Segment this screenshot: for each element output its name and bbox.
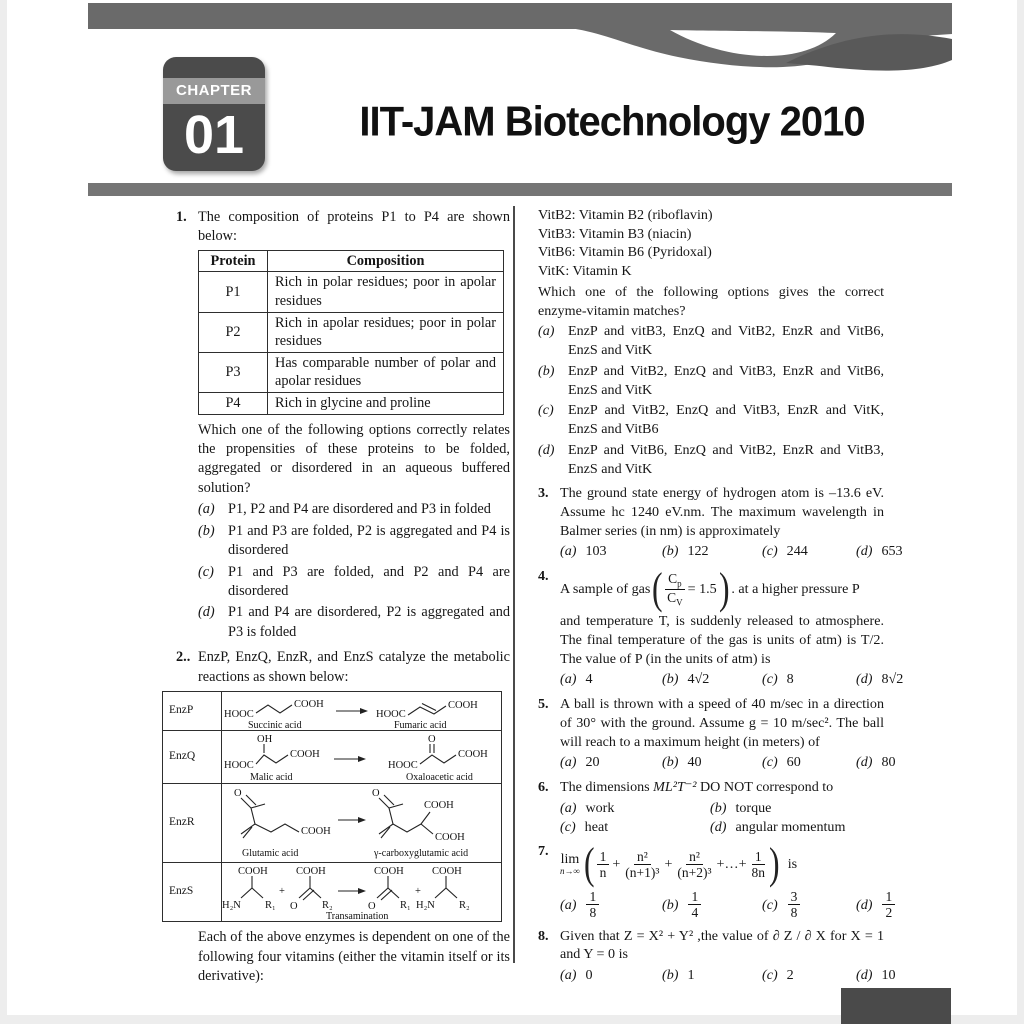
option-label: (b): [662, 543, 679, 560]
reaction-diagram-enzs: [222, 863, 504, 921]
question-text: A ball is thrown with a speed of 40 m/sec in a direction of 30° with the ground. Assume g = 10 m/sec². The ball will reach to a maximum height (in meters) of: [560, 696, 884, 750]
chem-label: HOOC: [224, 760, 254, 772]
question-outro: Each of the above enzymes is dependent on one of the following four vitamins (either the vitamin itself or its derivative):: [198, 929, 510, 985]
reaction-arrow-icon: [338, 817, 366, 823]
protein-table: [198, 250, 504, 415]
right-column: [538, 206, 904, 991]
option-row: [538, 441, 884, 478]
option-value: 103: [585, 543, 607, 560]
question-text: Which one of the following options correctly relates the propensities of these proteins to be folded, aggregated or disordered in an aqueous buffered solution?: [198, 421, 510, 496]
formula-eq: = 1.5: [687, 580, 717, 597]
close-paren: ): [769, 839, 780, 889]
reaction-arrow-icon: [334, 756, 366, 762]
chem-label: COOH: [294, 699, 324, 711]
left-column: [169, 208, 510, 993]
chem-label: OH: [257, 734, 273, 746]
table-cell: P1: [199, 272, 268, 312]
question-number: 6.: [538, 779, 549, 796]
chapter-label: CHAPTER: [163, 78, 265, 104]
compound-label: Fumaric acid: [394, 720, 447, 731]
chem-label: HOOC: [224, 709, 254, 721]
table-cell: Rich in glycine and proline: [268, 392, 504, 414]
formula-line: [560, 839, 884, 889]
chem-label: R₁: [265, 900, 276, 912]
vitamin-item: VitB3: Vitamin B3 (niacin): [538, 225, 692, 242]
chem-label: +: [415, 886, 421, 898]
option-text: P1, P2 and P4 are disordered and P3 in folded: [228, 501, 491, 518]
option-value: 244: [786, 543, 808, 560]
option-value: torque: [735, 799, 772, 816]
chem-label: H₂N: [222, 900, 241, 912]
q6-prefix: The dimensions: [560, 779, 654, 796]
enzyme-row: [163, 783, 501, 862]
chem-label: O: [428, 734, 436, 746]
vitamin-item: VitB2: Vitamin B2 (riboflavin): [538, 207, 713, 223]
table-row: [199, 352, 504, 392]
question-number: 4.: [538, 568, 549, 585]
option-value: 60: [786, 754, 801, 771]
option-label: (d): [198, 604, 215, 621]
option-value: heat: [584, 818, 609, 835]
option-row: [198, 500, 510, 519]
chem-label: R₁: [400, 900, 411, 912]
option-row: [560, 670, 904, 689]
vitamin-question: Which one of the following options gives the correct enzyme-vitamin matches?: [538, 283, 884, 319]
option-text: EnzP and vitB3, EnzQ and VitB2, EnzR and VitB6, EnzS and VitK: [568, 323, 884, 359]
fraction: 1 n: [597, 849, 610, 880]
question-text: Given that Z = X² + Y² ,the value of ∂ Z / ∂ X for X = 1 and Y = 0 is: [560, 927, 884, 963]
chem-label: HOOC: [388, 760, 418, 772]
question-7: [538, 839, 893, 921]
enzyme-reaction-table: [162, 691, 502, 922]
page-title: IIT-JAM Biotechnology 2010: [359, 99, 865, 145]
question-number: 2..: [176, 649, 191, 666]
option-text: P1 and P4 are disordered, P2 is aggregated and P3 is folded: [228, 604, 510, 640]
option-label: (a): [560, 543, 577, 560]
option-text: EnzP and VitB2, EnzQ and VitB3, EnzR and VitB6, EnzS and VitK: [568, 362, 884, 398]
compound-label: Malic acid: [250, 772, 293, 784]
plus-sign: +: [612, 855, 621, 872]
q6-formula: ML²T⁻²: [653, 779, 697, 796]
chem-label: H₂N: [416, 900, 435, 912]
vitamin-list: [538, 206, 884, 281]
table-cell: Rich in apolar residues; poor in polar residues: [268, 312, 504, 352]
option-value: 2: [786, 966, 794, 983]
close-paren: ): [718, 564, 730, 614]
option-value: 40: [687, 754, 702, 771]
question-1: [176, 208, 510, 642]
question-number: 7.: [538, 843, 549, 860]
formula-lead: A sample of gas: [560, 580, 651, 597]
option-label: (d): [856, 896, 873, 913]
option-label: (b): [198, 522, 215, 539]
question-number: 3.: [538, 485, 549, 502]
option-value: 8√2: [881, 671, 904, 688]
reaction-diagram-enzq: [222, 731, 504, 783]
option-value: 4√2: [687, 671, 710, 688]
option-value: 80: [881, 754, 896, 771]
page-margin-right: [1017, 0, 1024, 1024]
reaction-arrow-icon: [338, 888, 366, 894]
compound-label: γ-carboxyglutamic acid: [374, 848, 469, 860]
option-value: work: [585, 799, 615, 816]
enzyme-label: EnzR: [163, 784, 222, 862]
option-row: [560, 753, 896, 772]
option-value: angular momentum: [735, 818, 846, 835]
option-row: [560, 542, 903, 561]
option-label: (a): [538, 323, 555, 340]
option-label: (d): [856, 543, 873, 560]
option-label: (a): [560, 966, 577, 983]
question-2: [176, 648, 510, 687]
plus-sign: +: [664, 855, 673, 872]
chem-label: R₂: [322, 900, 333, 912]
question-number: 1.: [176, 209, 187, 225]
option-label: (c): [762, 754, 778, 771]
table-cell: P3: [199, 352, 268, 392]
question-intro: EnzP, EnzQ, EnzR, and EnzS catalyze the metabolic reactions as shown below:: [198, 649, 510, 685]
table-header-composition: Composition: [268, 250, 504, 272]
option-text: EnzP and VitB6, EnzQ and VitB2, EnzR and VitB3, EnzS and VitK: [568, 441, 884, 477]
header-rule: [88, 183, 952, 196]
option-label: (a): [560, 754, 577, 771]
open-paren: (: [583, 839, 595, 889]
column-divider: [513, 206, 515, 963]
chem-label: R₂: [459, 900, 470, 912]
enzyme-label: EnzP: [163, 692, 222, 730]
frac-den: C: [667, 589, 677, 605]
chem-label: +: [279, 886, 285, 898]
chem-label: O: [290, 901, 298, 913]
question-text: [560, 778, 884, 797]
option-row: [560, 966, 896, 985]
formula-tail: is: [787, 855, 798, 872]
option-label: (c): [762, 966, 778, 983]
table-row: [199, 272, 504, 312]
compound-label: Oxaloacetic acid: [406, 772, 473, 784]
fraction: $\frac{\text{n²}}{\text{(n+2)³}}$: [677, 848, 712, 880]
chem-label: COOH: [432, 866, 462, 878]
chem-label: O: [368, 901, 376, 913]
formula-line: [560, 564, 884, 614]
option-row: (a) 1 8 (b) 1 4 (c) 3 8 (d) 1 2: [560, 889, 884, 920]
limit: [560, 853, 580, 876]
chem-label: COOH: [301, 826, 331, 838]
chem-label: COOH: [424, 800, 454, 812]
frac-num: C: [668, 570, 678, 586]
enzyme-label: EnzS: [163, 863, 222, 921]
option-value: 4: [585, 671, 593, 688]
option-text: P1 and P3 are folded, P2 is aggregated and P4 is disordered: [228, 522, 510, 559]
chapter-number: 01: [183, 105, 245, 165]
option-label: (d): [538, 441, 555, 458]
option-row: [538, 401, 884, 438]
chem-label: COOH: [448, 700, 478, 712]
chem-label: COOH: [296, 866, 326, 878]
option-label: (b): [662, 754, 679, 771]
question-4: [538, 564, 904, 689]
option-label: (a): [198, 501, 215, 518]
question-2-continued: [176, 928, 510, 986]
enzyme-label: EnzQ: [163, 731, 222, 783]
option-text: EnzP and VitB2, EnzQ and VitB3, EnzR and VitK, EnzS and VitB6: [568, 402, 884, 438]
question-6: [538, 778, 884, 836]
lim-sub: n→∞: [560, 865, 580, 876]
reaction-diagram-enzp: [222, 692, 504, 730]
option-label: (c): [198, 563, 214, 580]
page-margin-left: [0, 0, 7, 1024]
chapter-badge: [163, 57, 265, 171]
chem-label: COOH: [458, 749, 488, 761]
compound-label: Transamination: [326, 911, 389, 922]
option-value: 653: [881, 543, 903, 560]
compound-label: Glutamic acid: [242, 848, 299, 860]
chem-label: COOH: [238, 866, 268, 878]
option-row: [198, 603, 510, 642]
chem-label: COOH: [290, 749, 320, 761]
option-label: (b): [538, 362, 555, 379]
option-value: 10: [881, 966, 896, 983]
frac-num-sub: p: [677, 578, 682, 589]
frac-den-sub: V: [676, 597, 683, 608]
table-cell: P2: [199, 312, 268, 352]
reaction-diagram-enzr: [222, 784, 504, 862]
formula-after: . at a higher pressure P: [731, 580, 860, 597]
option-value: 122: [687, 543, 709, 560]
question-3: [538, 484, 903, 561]
table-row: [199, 392, 504, 414]
option-label: (d): [710, 818, 727, 835]
chem-label: O: [234, 788, 242, 800]
option-label: (a): [560, 799, 577, 816]
lim-text: lim: [560, 851, 580, 867]
question-intro: The composition of proteins P1 to P4 are shown below:: [198, 209, 510, 245]
table-cell: Has comparable number of polar and apolar residues: [268, 352, 504, 392]
option-label: (b): [662, 896, 679, 913]
option-row: [198, 522, 510, 561]
option-value: 1: [687, 966, 695, 983]
open-paren: (: [652, 564, 664, 614]
fraction: $\frac{1}{8n}$: [751, 848, 766, 880]
option-label: (a): [560, 896, 577, 913]
chem-label: HOOC: [376, 709, 406, 721]
vitamin-item: VitB6: Vitamin B6 (Pyridoxal): [538, 244, 712, 261]
table-header-protein: Protein: [199, 250, 268, 272]
option-label: (c): [762, 671, 778, 688]
enzyme-row: [163, 692, 501, 730]
question-5: [538, 695, 896, 772]
option-row: [538, 322, 884, 359]
option-label: (b): [662, 671, 679, 688]
table-cell: Rich in polar residues; poor in apolar residues: [268, 272, 504, 312]
option-label: (b): [662, 966, 679, 983]
question-text: and temperature T, is suddenly released to atmosphere. The final temperature of the gas is units of atm) is T/2. The value of P (in the units of atm) is: [560, 613, 884, 667]
option-text: P1 and P3 are folded, and P2 and P4 are disordered: [228, 563, 510, 599]
table-cell: P4: [199, 392, 268, 414]
chem-label: O: [372, 788, 380, 800]
chem-label: COOH: [374, 866, 404, 878]
reaction-arrow-icon: [336, 708, 368, 714]
option-value: 0: [585, 966, 593, 983]
option-label: (b): [710, 799, 727, 816]
option-label: (a): [560, 671, 577, 688]
vitamin-item: VitK: Vitamin K: [538, 263, 632, 280]
fraction: [665, 571, 685, 608]
option-value: 20: [585, 754, 600, 771]
chem-label: COOH: [435, 832, 465, 844]
question-number: 8.: [538, 927, 549, 944]
enzyme-row: [163, 862, 501, 921]
option-label: (d): [856, 671, 873, 688]
option-label: (d): [856, 754, 873, 771]
question-number: 5.: [538, 696, 549, 713]
question-8: [538, 927, 896, 985]
compound-label: Succinic acid: [248, 720, 302, 731]
option-label: (c): [762, 543, 778, 560]
q6-suffix: DO NOT correspond to: [696, 779, 834, 796]
footer-box: [841, 988, 951, 1024]
option-row: [538, 362, 884, 399]
question-text: The ground state energy of hydrogen atom is –13.6 eV. Assume hc 1240 eV.nm. The maximum wavelength in Balmer series (in nm) is approximately: [560, 485, 884, 539]
option-row: [560, 799, 884, 836]
enzyme-row: [163, 730, 501, 783]
fraction: $\frac{\text{n²}}{\text{(n+1)³}}$: [625, 848, 660, 880]
table-row: [199, 312, 504, 352]
option-row: [198, 563, 510, 602]
option-label: (c): [560, 818, 576, 835]
option-label: (c): [762, 896, 778, 913]
ellipsis: +…+: [716, 855, 747, 872]
option-value: 8: [786, 671, 794, 688]
option-label: (c): [538, 402, 554, 419]
option-label: (d): [856, 966, 873, 983]
